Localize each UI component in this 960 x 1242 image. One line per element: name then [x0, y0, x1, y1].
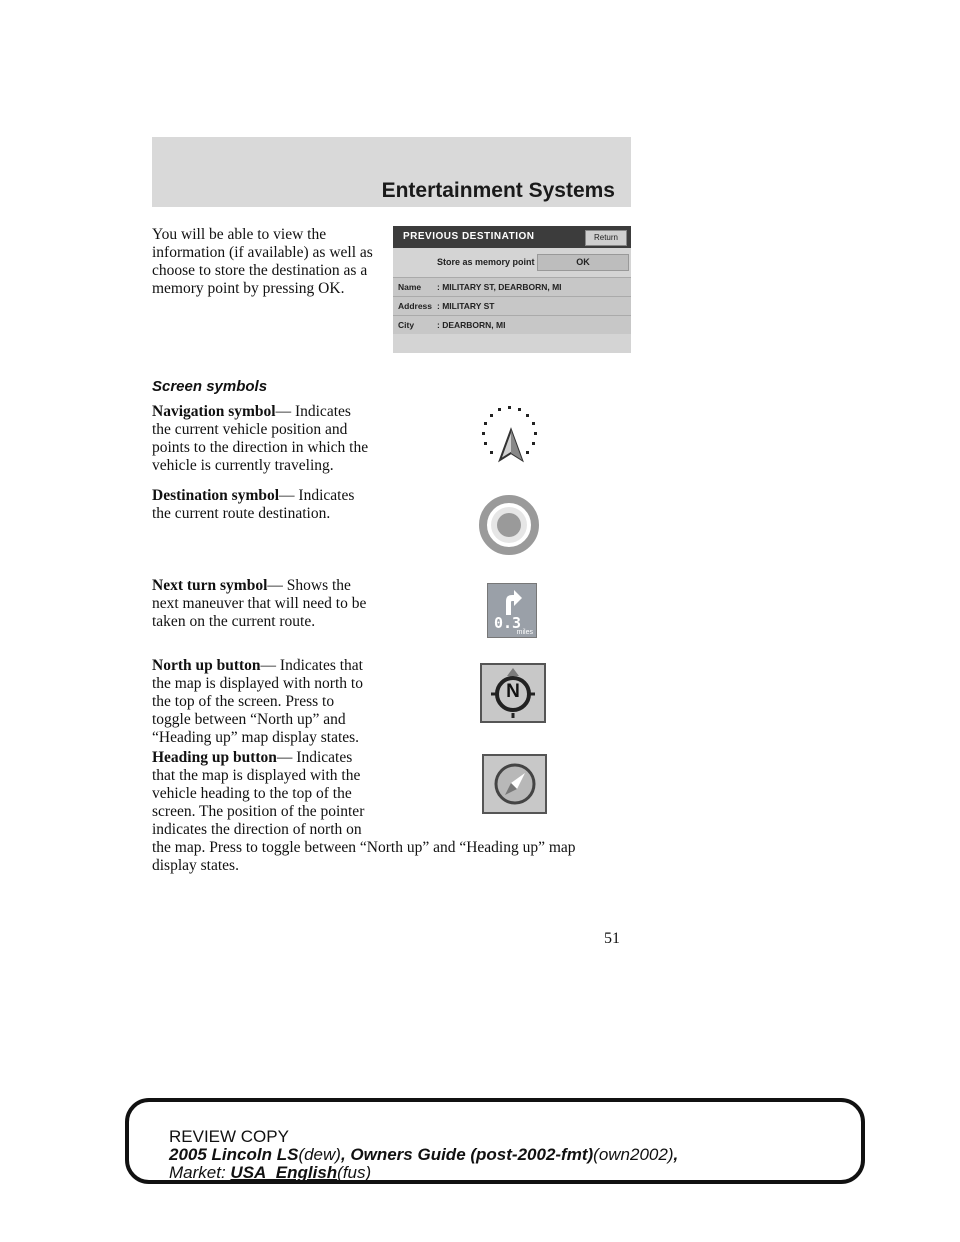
- header-band: [152, 137, 631, 207]
- review-copy-box: [125, 1098, 865, 1184]
- intro-line: memory point by pressing OK.: [152, 280, 345, 297]
- screen-title: PREVIOUS DESTINATION: [403, 231, 535, 242]
- north-up-button-text: [152, 657, 392, 747]
- desc-line: display states.: [152, 857, 239, 874]
- screen-titlebar: [393, 226, 631, 248]
- desc: — Indicates: [279, 487, 355, 504]
- market-code: (fus): [337, 1163, 372, 1182]
- section-heading: Screen symbols: [152, 378, 268, 395]
- info-row-address: [393, 296, 631, 315]
- intro-line: information (if available) as well as: [152, 244, 373, 261]
- desc: — Indicates that: [260, 657, 363, 674]
- desc-line: the map. Press to toggle between “North up” and “Heading up” map: [152, 839, 576, 856]
- review-line-3: [169, 1164, 371, 1182]
- guide-name: , Owners Guide (post-2002-fmt): [340, 1145, 594, 1164]
- review-line-2: [169, 1146, 678, 1164]
- info-row-name: [393, 277, 631, 296]
- turn-distance-unit: miles: [516, 629, 533, 636]
- next-turn-symbol-text: [152, 577, 382, 631]
- section-title: Entertainment Systems: [381, 179, 615, 202]
- row-value: : MILITARY ST: [437, 301, 495, 311]
- north-up-button[interactable]: [480, 663, 546, 723]
- destination-symbol-text: [152, 487, 382, 523]
- market-label: Market:: [169, 1163, 226, 1182]
- info-row-city: [393, 315, 631, 334]
- desc-line: taken on the current route.: [152, 613, 316, 630]
- intro-line: choose to store the destination as a: [152, 262, 368, 279]
- row-value: : MILITARY ST, DEARBORN, MI: [437, 282, 562, 292]
- row-value: : DEARBORN, MI: [437, 320, 506, 330]
- desc-line: the current route destination.: [152, 505, 331, 522]
- desc: — Indicates: [276, 749, 353, 766]
- turn-right-arrow-icon: [500, 589, 524, 615]
- row-label: Name: [398, 282, 422, 292]
- desc-line: points to the direction in which the: [152, 439, 369, 456]
- guide-code: (own2002): [593, 1145, 674, 1164]
- desc-line: indicates the direction of north on: [152, 821, 362, 838]
- heading-compass-icon: [493, 761, 537, 807]
- row-label: City: [398, 320, 415, 330]
- turn-distance: 0.3: [494, 614, 522, 632]
- intro-line: You will be able to view the: [152, 226, 327, 243]
- model-code: (dew): [298, 1145, 341, 1164]
- page-number: 51: [604, 930, 620, 947]
- desc-line: that the map is displayed with the: [152, 767, 361, 784]
- desc: — Indicates: [275, 403, 351, 420]
- term: Next turn symbol: [152, 577, 268, 594]
- desc-line: toggle between “North up” and: [152, 711, 346, 728]
- desc-line: the map is displayed with north to: [152, 675, 363, 692]
- previous-destination-screen: [393, 226, 631, 353]
- desc-line: vehicle heading to the top of the: [152, 785, 352, 802]
- return-button[interactable]: Return: [585, 230, 627, 246]
- desc-line: the top of the screen. Press to: [152, 693, 335, 710]
- review-line-1: REVIEW COPY: [169, 1127, 289, 1146]
- model-name: 2005 Lincoln LS: [169, 1145, 299, 1164]
- store-memory-label: Store as memory point: [437, 257, 535, 267]
- separator: ,: [673, 1145, 679, 1164]
- desc-line: the current vehicle position and: [152, 421, 348, 438]
- term: North up button: [152, 657, 261, 674]
- desc-line: vehicle is currently traveling.: [152, 457, 334, 474]
- term: Destination symbol: [152, 487, 280, 504]
- navigation-arrow-icon: [478, 404, 544, 466]
- desc-line: screen. The position of the pointer: [152, 803, 365, 820]
- desc-line: “Heading up” map display states.: [152, 729, 360, 746]
- destination-target-icon: [478, 494, 540, 556]
- term: Navigation symbol: [152, 403, 276, 420]
- row-label: Address: [398, 301, 433, 311]
- intro-paragraph: [152, 226, 377, 298]
- heading-up-button[interactable]: [482, 754, 547, 814]
- market-value: USA_English: [230, 1163, 338, 1182]
- desc: — Shows the: [267, 577, 351, 594]
- navigation-symbol-text: [152, 403, 382, 475]
- next-turn-icon: [487, 583, 537, 638]
- desc-line: next maneuver that will need to be: [152, 595, 367, 612]
- heading-up-button-text: [152, 749, 622, 875]
- term: Heading up button: [152, 749, 277, 766]
- ok-button[interactable]: OK: [537, 254, 629, 271]
- north-letter: N: [506, 681, 520, 702]
